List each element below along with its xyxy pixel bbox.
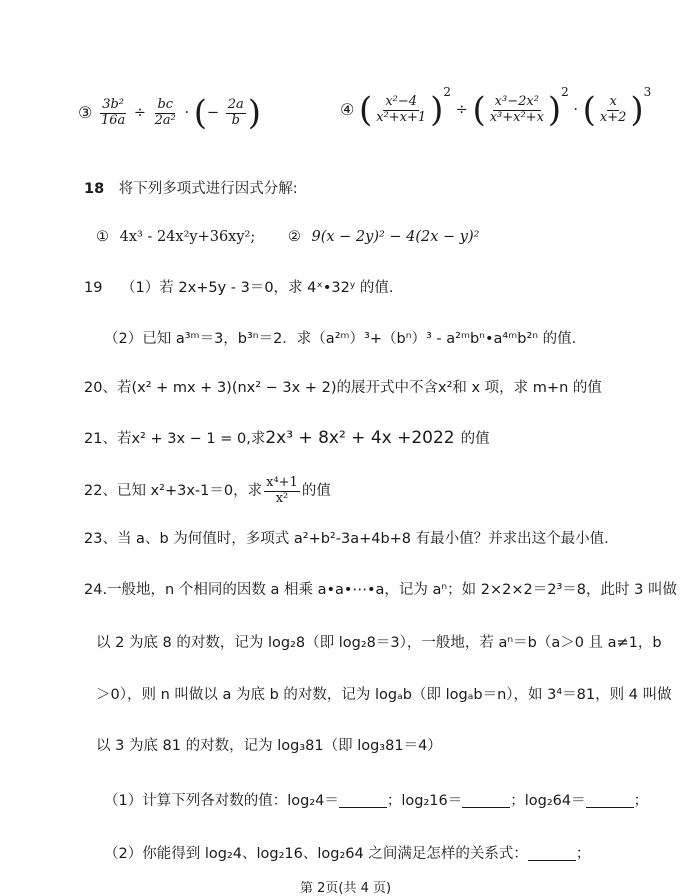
question-text: 以 3 为底 81 的对数，记为 log₃81（即 log₃81＝4） bbox=[96, 738, 442, 754]
paren: ) bbox=[430, 90, 444, 130]
footer-text: 第 2页(共 4 页) bbox=[300, 881, 392, 896]
question-text: 已知 x²+3x-1＝0，求 bbox=[116, 483, 263, 500]
q20 bbox=[84, 381, 602, 396]
operator: ÷ bbox=[455, 101, 468, 118]
expression: 9(x − 2y)² − 4(2x − y)² bbox=[311, 229, 480, 245]
fraction: $\frac{\text{x²−4}}{\text{x²+x+1}}$ bbox=[376, 93, 427, 125]
paren: ( bbox=[193, 93, 207, 133]
question-text: （1）计算下列各对数的值：log₂4＝ bbox=[104, 793, 339, 809]
question-number: 22、 bbox=[84, 483, 117, 500]
expression: 4x³ - 24x²y+36xy²; bbox=[119, 229, 256, 245]
question-text: 若x² + 3x − 1 = 0,求 bbox=[116, 431, 266, 447]
question-text: 当 a、b 为何值时，多项式 a²+b²-3a+4b+8 有最小值？并求出这个最小值. bbox=[116, 531, 609, 547]
question-text: 若(x² + mx + 3)(nx² − 3x + 2)的展开式中不含x²和 x 项，求 m+n 的值 bbox=[116, 380, 602, 396]
paren: ( bbox=[582, 90, 596, 130]
exponent: 3 bbox=[643, 85, 652, 99]
question-number: 23、 bbox=[84, 531, 117, 547]
question-text: ；log₂16＝ bbox=[386, 793, 463, 809]
paren: ( bbox=[358, 90, 373, 130]
answer-blank[interactable] bbox=[339, 793, 387, 808]
q19-part2 bbox=[104, 332, 576, 347]
q23 bbox=[84, 532, 609, 547]
q24-part2 bbox=[104, 846, 590, 862]
answer-blank[interactable] bbox=[586, 793, 634, 808]
paren: ) bbox=[247, 93, 262, 133]
question-text: （2）你能得到 log₂4、log₂16、log₂64 之间满足怎样的关系式： bbox=[104, 846, 528, 862]
q21 bbox=[84, 430, 490, 447]
q24-line3 bbox=[96, 688, 672, 703]
circled-marker-3: ③ bbox=[78, 103, 93, 122]
q24-part1 bbox=[104, 793, 648, 809]
question-number: 21、 bbox=[84, 431, 117, 447]
q17-item3 bbox=[78, 93, 262, 133]
fraction: $\frac{x}{x+2}$ bbox=[599, 93, 627, 125]
exponent: 2 bbox=[443, 85, 452, 99]
question-text: ； bbox=[575, 846, 591, 862]
circled-marker-2: ② bbox=[287, 229, 301, 245]
fraction: $\frac{bc}{\text{2a²}}$ bbox=[154, 96, 176, 128]
answer-blank[interactable] bbox=[462, 793, 510, 808]
minus-sign: − bbox=[206, 104, 220, 121]
answer-blank[interactable] bbox=[528, 846, 576, 861]
question-number: 19 bbox=[84, 280, 103, 296]
paren: ( bbox=[472, 90, 486, 130]
question-text: （2）已知 a³ᵐ＝3，b³ⁿ＝2．求（a²ᵐ）³+（bⁿ）³ - a²ᵐbⁿ•a⁴ᵐb²ⁿ 的值. bbox=[104, 331, 577, 347]
fraction: $\frac{2a}{b}$ bbox=[227, 96, 244, 128]
q19-part1 bbox=[84, 281, 393, 296]
question-text: ＞0），则 n 叫做以 a 为底 b 的对数，记为 logₐb（即 logₐb＝n），如 3⁴＝81，则 4 叫做 bbox=[96, 687, 672, 703]
operator: · bbox=[184, 104, 190, 121]
q24-line4 bbox=[96, 739, 442, 754]
operator: ÷ bbox=[133, 104, 147, 121]
paren: ) bbox=[547, 90, 562, 130]
paren: ) bbox=[630, 90, 644, 130]
q17-item4 bbox=[340, 85, 652, 130]
question-prompt: 将下列多项式进行因式分解: bbox=[118, 181, 298, 197]
question-text: 的值 bbox=[301, 483, 331, 500]
question-number: 24. bbox=[84, 582, 108, 598]
q24-line1 bbox=[84, 583, 677, 598]
circled-marker-1: ① bbox=[96, 229, 109, 245]
question-text: 以 2 为底 8 的对数，记为 log₂8（即 log₂8＝3），一般地，若 aⁿ＝b（a＞0 且 a≠1，b bbox=[96, 635, 662, 651]
question-text: 的值 bbox=[460, 431, 490, 447]
question-number: 20、 bbox=[84, 380, 117, 396]
operator: · bbox=[573, 101, 579, 118]
q22 bbox=[84, 476, 331, 507]
circled-marker-4: ④ bbox=[340, 100, 355, 119]
question-number: 18 bbox=[84, 181, 105, 197]
question-text: ； bbox=[633, 793, 649, 809]
q18-items bbox=[96, 230, 479, 245]
exponent: 2 bbox=[561, 85, 569, 99]
question-text: 一般地，n 个相同的因数 a 相乘 a•a•⋯•a，记为 aⁿ；如 2×2×2＝2³＝8，此时 3 叫做 bbox=[107, 582, 677, 598]
fraction: $\frac{\text{x³−2x²}}{\text{x³+x²+x}}$ bbox=[489, 93, 544, 125]
fraction: $\frac{\text{3b²}}{16a}$ bbox=[100, 96, 126, 128]
question-text: ；log₂64＝ bbox=[510, 793, 586, 809]
expression: 2x³ + 8x² + 4x +2022 bbox=[265, 428, 455, 448]
q24-line2 bbox=[96, 636, 662, 651]
page-footer bbox=[300, 882, 391, 895]
fraction: $\frac{\text{x⁴+1}}{\text{x²}}$ bbox=[266, 475, 298, 506]
question-text: （1）若 2x+5y - 3＝0，求 4ˣ•32ʸ 的值. bbox=[121, 280, 394, 296]
q18-header bbox=[84, 182, 298, 197]
